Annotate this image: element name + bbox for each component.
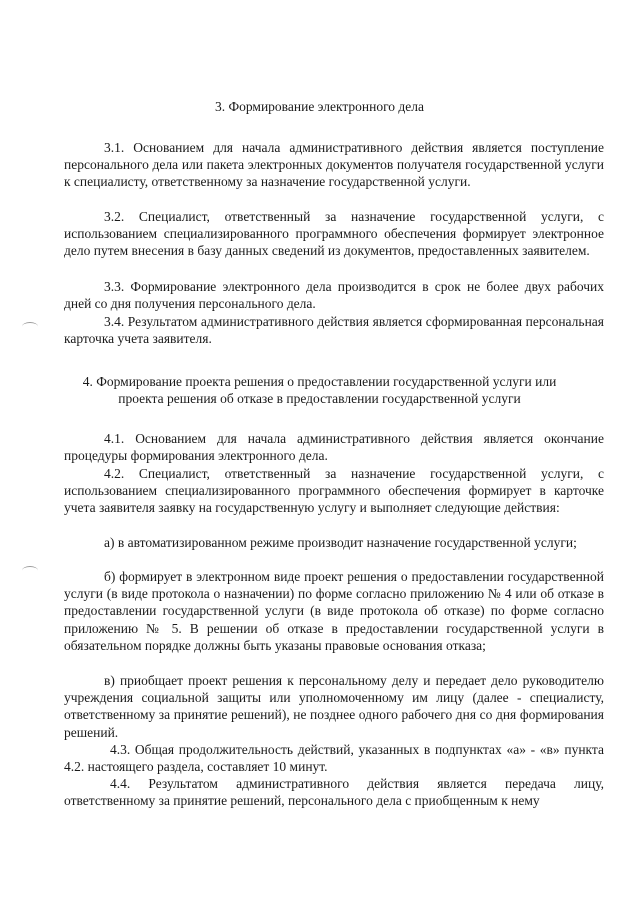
section-4-title-line-1: 4. Формирование проекта решения о предоставлении государственной услуги или [82,374,557,389]
paragraph-4-2-b: б) формирует в электронном виде проект решения о предоставлении государственной услуги (в виде протокола о назначении) по форме согласно приложению № 4 или об отказе в предоставлении государственной услуги (в виде протокола об отказе) по форме согласно приложению № 5. В решении об отказе в предоставлении государственной услуги в обязательном порядке должны быть указаны правовые основания отказа; [64,569,604,653]
hole-punch-mark [22,566,38,575]
paragraph-3-4: 3.4. Результатом административного действия является сформированная персональная карточка учета заявителя. [64,314,604,347]
paragraph-4-1: 4.1. Основанием для начала административного действия является окончание процедуры формирования электронного дела. [64,431,604,464]
paragraph-3-1: 3.1. Основанием для начала административного действия является поступление персонального дела или пакета электронных документов получателя государственной услуги к специалисту, ответственному за назначение государственной услуги. [64,140,604,190]
section-3-title: 3. Формирование электронного дела [214,99,425,114]
hole-punch-mark [22,322,38,331]
paragraph-4-4: 4.4. Результатом административного действия является передача лицу, ответственному за принятие решений, персонального дела с приобщенным к нему [64,776,604,809]
paragraph-4-3: 4.3. Общая продолжительность действий, указанных в подпунктах «а» - «в» пункта 4.2. настоящего раздела, составляет 10 минут. [64,742,604,775]
paragraph-4-2-c: в) приобщает проект решения к персональному делу и передает дело руководителю учреждения социальной защиты или уполномоченному им лицу (далее - специалисту, ответственному за принятие решений), не позднее одного рабочего дня со дня формирования решений. [64,673,604,740]
section-4-title-line-2: проекта решения об отказе в предоставлении государственной услуги [118,391,521,406]
paragraph-3-2: 3.2. Специалист, ответственный за назначение государственной услуги, с использованием специализированного программного обеспечения формирует электронное дело путем внесения в базу данных сведений из документов, предоставленных заявителем. [64,209,604,259]
paragraph-4-2: 4.2. Специалист, ответственный за назначение государственной услуги, с использованием специализированного программного обеспечения формирует в карточке учета заявителя заявку на государственную услугу и выполняет следующие действия: [64,466,604,516]
paragraph-4-2-a: а) в автоматизированном режиме производит назначение государственной услуги; [104,535,577,550]
paragraph-3-3: 3.3. Формирование электронного дела производится в срок не более двух рабочих дней со дня получения персонального дела. [64,279,604,312]
